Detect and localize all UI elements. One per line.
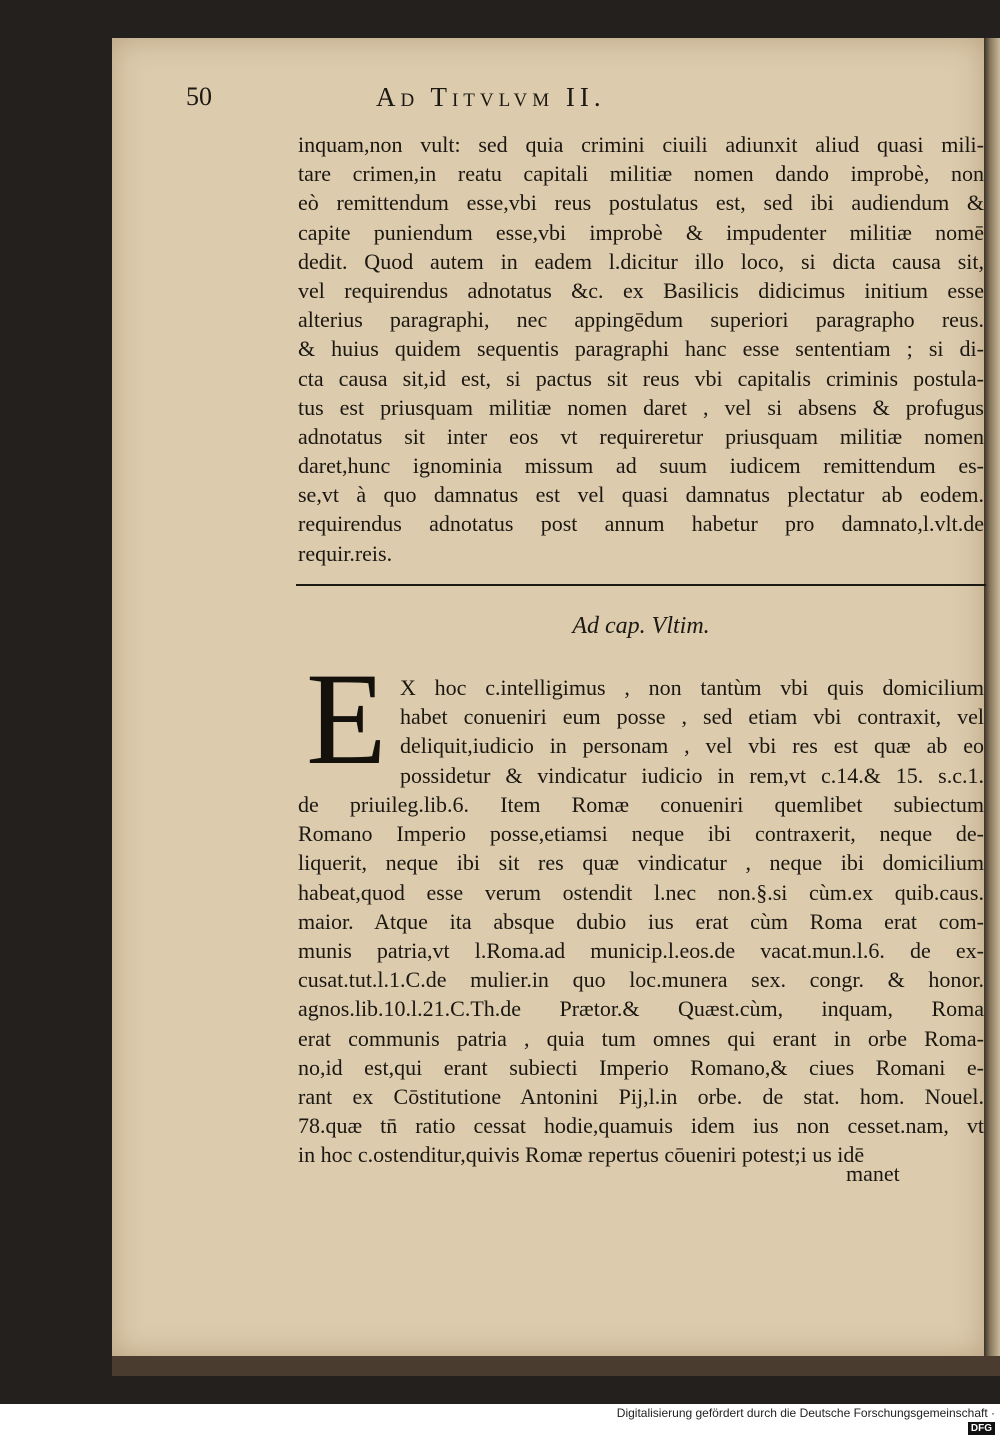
text-line: rant ex Cōstitutione Antonini Pij,l.in orbe. de stat. hom. Nouel. [298,1083,984,1109]
dfg-logo: DFG [968,1422,995,1435]
text-line: munis patria,vt l.Roma.ad municip.l.eos.de vacat.mun.l.6. de ex- [298,937,984,963]
text-line: tare crimen,in reatu capitali militiæ nomen dando improbè, non [298,161,984,187]
paragraph-1 [298,130,984,568]
text-line: agnos.lib.10.l.21.C.Th.de Prætor.& Quæst.cùm, inquam, Roma [298,996,984,1022]
text-line: maior. Atque ita absque dubio ius erat cùm Roma erat com- [298,908,984,934]
text-line: daret,hunc ignominia missum ad suum iudicem remittendum es- [298,453,984,479]
text-line: & huius quidem sequentis paragraphi hanc esse sententiam ; si di- [298,336,984,362]
paragraph-2-capped [400,673,984,790]
text-line: tus est priusquam militiæ nomen daret , vel si absens & profugus [298,394,984,420]
text-line: se,vt à quo damnatus est vel quasi damnatus plectatur ab eodem. [298,482,984,508]
text-line: cusat.tut.l.1.C.de mulier.in quo loc.munera sex. congr. & honor. [298,967,984,993]
catchword: manet [846,1161,900,1186]
text-line: alterius paragraphi, nec appingēdum superiori paragrapho reus. [298,307,984,333]
text-line: no,id est,qui erant subiecti Imperio Romano,& ciues Romani e- [298,1054,984,1080]
section-divider [296,584,986,586]
drop-cap: E [306,645,387,792]
text-line: cta causa sit,id est, si pactus sit reus vbi capitalis criminis postula- [298,365,984,391]
text-line: requir.reis. [298,540,393,566]
text-line: in hoc c.ostenditur,quivis Romæ repertus cōueniri potest;i us idē [298,1142,865,1168]
text-line: liquerit, neque ibi sit res quæ vindicatur , neque ibi domicilium [298,850,984,876]
text-line: deliquit,iudicio in personam , vel vbi res est quæ ab eo [400,733,984,759]
text-line: Romano Imperio posse,etiamsi neque ibi contraxerit, neque de- [298,821,984,847]
section-heading: Ad cap. Vltim. [572,613,710,639]
text-line: eò remittendum esse,vbi reus postulatus est, sed ibi audiendum & [298,190,984,216]
text-line: inquam,non vult: sed quia crimini ciuili adiunxit aliud quasi mili- [298,132,984,157]
text-line: requirendus adnotatus post annum habetur pro damnato,l.vlt.de [298,511,984,537]
digitization-credit [605,1406,995,1435]
paragraph-2 [298,790,984,1169]
text-line: 78.quæ tn̄ ratio cessat hodie,quamuis idem ius non cesset.nam, vt [298,1113,984,1139]
text-line: de priuileg.lib.6. Item Romæ conueniri quemlibet subiectum [298,792,984,817]
text-line: X hoc c.intelligimus , non tantùm vbi quis domicilium [400,675,984,700]
running-title: Ad Titvlvm II. [376,82,606,112]
text-line: vel requirendus adnotatus &c. ex Basilicis didicimus initium esse [298,277,984,303]
text-line: erat communis patria , quia tum omnes qui erant in orbe Roma- [298,1025,984,1051]
text-line: habeat,quod esse verum ostendit l.nec non.§.si cùm.ex quib.caus. [298,879,984,905]
text-line: adnotatus sit inter eos vt requireretur priusquam militiæ nomen [298,423,984,449]
page-number: 50 [186,82,212,111]
credit-text: Digitalisierung gefördert durch die Deutsche Forschungsgemeinschaft · [616,1406,995,1420]
page-edge [112,1356,1000,1376]
text-line: habet conueniri eum posse , sed etiam vbi contraxit, vel [400,704,984,730]
running-head [186,82,986,122]
book-gutter [984,38,1000,1356]
text-line: possidetur & vindicatur iudicio in rem,vt c.14.& 15. s.c.1. [400,762,984,788]
text-line: capite puniendum esse,vbi improbè & impudenter militiæ nomē [298,219,984,245]
text-line: dedit. Quod autem in eadem l.dicitur illo loco, si dicta causa sit, [298,248,984,274]
